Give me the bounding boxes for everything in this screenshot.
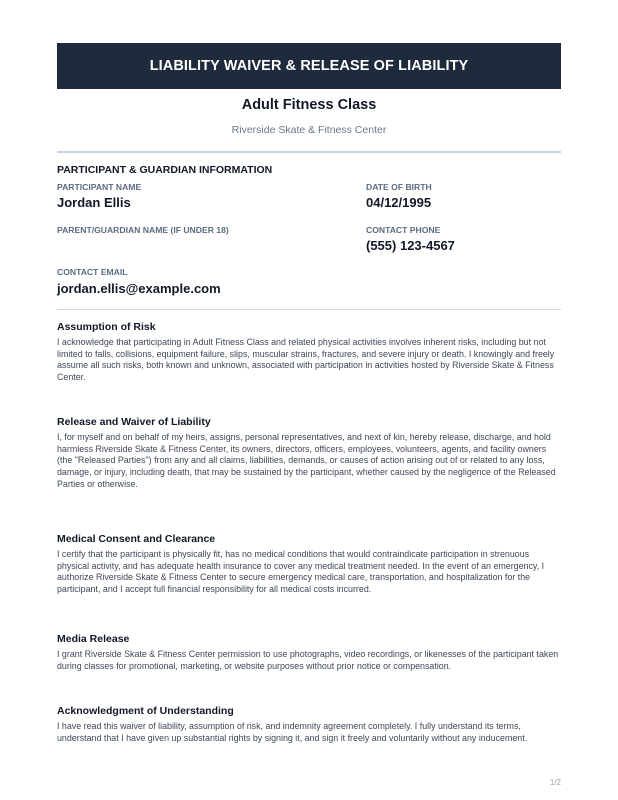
email-label: CONTACT EMAIL xyxy=(57,267,128,277)
header-divider xyxy=(57,151,561,153)
clause-media-release xyxy=(57,633,561,672)
dob-label: DATE OF BIRTH xyxy=(366,182,432,192)
clause-medical-consent xyxy=(57,533,561,596)
guardian-name-label: PARENT/GUARDIAN NAME (IF UNDER 18) xyxy=(57,225,229,235)
participant-section-heading: PARTICIPANT & GUARDIAN INFORMATION xyxy=(57,164,273,176)
phone-label: CONTACT PHONE xyxy=(366,225,441,235)
section-divider xyxy=(57,309,561,310)
clause-body: I have read this waiver of liability, assumption of risk, and indemnity agreement completely. I fully understand its terms, understand that I have given up substantial rights by signing it, and sign it freely and voluntarily without any inducement. xyxy=(57,721,528,743)
participant-name-label: PARTICIPANT NAME xyxy=(57,182,142,192)
clause-title: Media Release xyxy=(57,633,130,645)
clause-body: I acknowledge that participating in Adult Fitness Class and related physical activities involves inherent risks, including but not limited to falls, collisions, equipment failure, slips, muscular strains, fractures, and severe injury or death. I knowingly and freely assume all such risks, both known and unknown, associated with participation in activities hosted by Riverside Skate & Fitness Center. xyxy=(57,337,555,383)
clause-title: Medical Consent and Clearance xyxy=(57,533,216,545)
document-title: Adult Fitness Class xyxy=(241,97,377,113)
participant-name-value: Jordan Ellis xyxy=(57,195,131,210)
clause-title: Assumption of Risk xyxy=(57,321,156,333)
waiver-banner xyxy=(57,43,561,89)
clause-body: I certify that the participant is physically fit, has no medical conditions that would contraindicate participation in strenuous physical activity, and has adequate health insurance to cover any medical treatment needed. In the event of an emergency, I authorize Riverside Skate & Fitness Center to secure emergency medical care, transportation, and hospitalization for the participant, and I accept full financial responsibility for all medical costs incurred. xyxy=(57,549,545,595)
clause-title: Acknowledgment of Understanding xyxy=(57,705,234,717)
dob-value: 04/12/1995 xyxy=(366,195,432,210)
clause-body: I grant Riverside Skate & Fitness Center permission to use photographs, video recordings, or likenesses of the participant taken during classes for promotional, marketing, or website purposes without prior notice or compensation. xyxy=(57,649,559,671)
clause-title: Release and Waiver of Liability xyxy=(57,416,211,428)
clause-body: I, for myself and on behalf of my heirs, assigns, personal representatives, and next of kin, hereby release, discharge, and hold harmless Riverside Skate & Fitness Center, its owners, directors, officers, employees, volunteers, agents, and facility owners (the "Released Parties") from any and all claims, liabilities, demands, or causes of action arising out of or related to any loss, damage, or injury, including death, that may be sustained by the participant, whether caused by the negligence of the Released Parties or otherwise. xyxy=(57,432,556,489)
banner-title: LIABILITY WAIVER & RELEASE OF LIABILITY xyxy=(149,58,469,74)
phone-value: (555) 123-4567 xyxy=(366,238,455,253)
organization-name: Riverside Skate & Fitness Center xyxy=(231,124,387,136)
clause-assumption-of-risk xyxy=(57,321,561,384)
email-value: jordan.ellis@example.com xyxy=(57,281,221,296)
clause-release-waiver xyxy=(57,416,561,491)
page-number: 1/2 xyxy=(549,778,561,787)
clause-acknowledgment xyxy=(57,705,561,744)
